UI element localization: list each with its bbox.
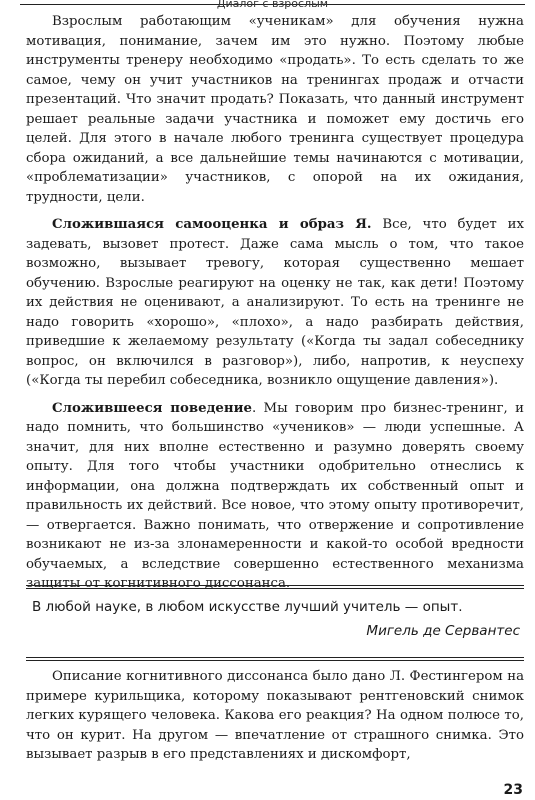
paragraph-lead: Сложившаяся самооценка и образ Я. — [52, 217, 372, 232]
paragraph-text: . Мы говорим про бизнес-тренинг, и надо помнить, что большинство «учеников» — люди успешные. А значит, для них вполне естественно и разумно доверять своему опыту. Для того чтобы участники одобрительно отнеслись к информации, она должна подтверждать их собственный опыт и правильность их действий. Все новое, что этому опыту противоречит, — отвергается. Важно понимать, что отвержение и сопротивление возникают не из-за злонамеренности и какой-то особой вредности обучаемых, а вследствие совершенно естественного механизма защиты от когнитивного диссонанса. — [26, 400, 524, 591]
header-rule — [20, 0, 525, 10]
main-text — [26, 12, 524, 594]
paragraph-behavior — [26, 399, 524, 594]
paragraph-self-esteem — [26, 215, 524, 391]
paragraph-text: Все, что будет их задевать, вызовет протест. Даже сама мысль о том, что такое возможно, вызывает тревогу, которая существенно мешает обучению. Взрослые реагируют на оценку не так, как дети! Поэтому их действия не оценивают, а анализируют. То есть на тренинге не надо говорить «хорошо», «плохо», а надо разбирать действия, приведшие к желаемому результату («Когда ты задал собеседнику вопрос, он включился в разговор»), либо, напротив, к неуспеху («Когда ты перебил собеседника, возникло ощущение давления»). — [26, 217, 524, 388]
paragraph-text: Взрослым работающим «ученикам» для обучения нужна мотивация, понимание, зачем им это нужно. Поэтому любые инструменты тренеру необходимо «продать». То есть сделать то же самое, чему он учит участников на тренингах продаж и отчасти презентаций. Что значит продать? Показать, что данный инструмент решает реальные задачи участника и поможет ему достичь его целей. Для этого в начале любого тренинга существует процедура сбора ожиданий, а все дальнейшие темы начинаются с мотивации, «проблематизации» участников, с опорой на их ожидания, трудности, цели. — [26, 14, 524, 205]
paragraph-lead: Сложившееся поведение — [52, 400, 252, 416]
epigraph-text: В любой науке, в любом искусстве лучший учитель — опыт. — [32, 599, 463, 615]
closing-text — [26, 667, 524, 765]
page-number: 23 — [503, 782, 523, 798]
epigraph-author: Мигель де Сервантес — [366, 623, 520, 639]
paragraph-dissonance: Описание когнитивного диссонанса было дано Л. Фестингером на примере курильщика, которому показывают рентгеновский снимок легких курящего человека. Какова его реакция? На одном полюсе то, что он курит. На другом — впечатление от страшного снимка. Это вызывает разрыв в его представлениях и дискомфорт, — [26, 669, 524, 762]
paragraph-motivation — [26, 12, 524, 207]
epigraph-box — [26, 585, 524, 661]
running-head: Диалог с взрослым — [216, 0, 329, 10]
